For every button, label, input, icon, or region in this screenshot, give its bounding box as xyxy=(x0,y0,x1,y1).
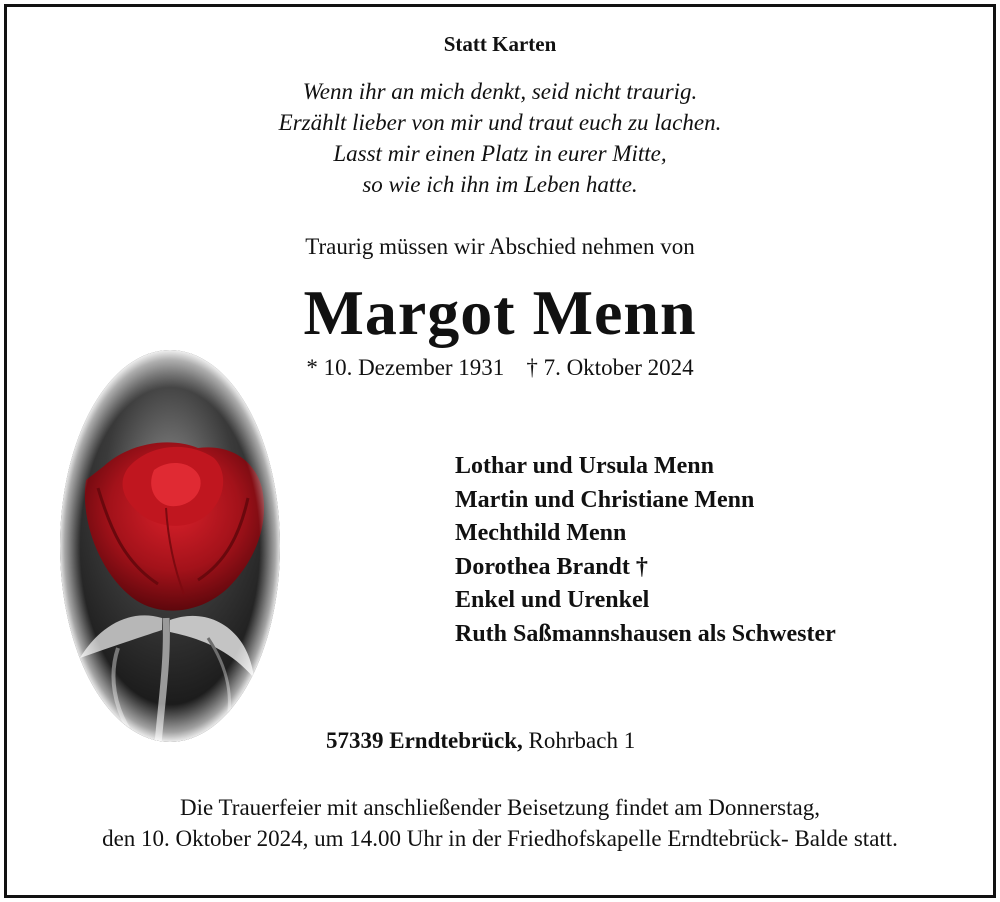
header-statt-karten: Statt Karten xyxy=(443,32,557,56)
deceased-name: Margot Menn xyxy=(303,277,697,348)
poem-line: Wenn ihr an mich denkt, seid nicht traurig. xyxy=(302,79,698,104)
mourners-list xyxy=(455,450,836,651)
address-place: 57339 Erndtebrück, xyxy=(326,728,523,753)
mourner-entry: Lothar und Ursula Menn xyxy=(455,453,714,479)
mourner-entry: Dorothea Brandt † xyxy=(455,553,648,580)
poem xyxy=(0,76,1000,200)
service-line: den 10. Oktober 2024, um 14.00 Uhr in der Friedhofskapelle Erndtebrück- Balde statt. xyxy=(102,826,898,851)
poem-line: so wie ich ihn im Leben hatte. xyxy=(362,172,638,197)
mourner-entry: Martin und Christiane Menn xyxy=(455,486,755,513)
mourner-entry: Mechthild Menn xyxy=(455,520,627,546)
poem-line: Erzählt lieber von mir und traut euch zu lachen. xyxy=(278,110,722,135)
address xyxy=(326,728,635,754)
mourner-entry: Enkel und Urenkel xyxy=(455,587,650,613)
birth-date: * 10. Dezember 1931 xyxy=(306,355,505,380)
intro-text: Traurig müssen wir Abschied nehmen von xyxy=(305,234,695,259)
service-notice xyxy=(0,792,1000,854)
rose-image xyxy=(58,348,282,744)
address-street: Rohrbach 1 xyxy=(528,728,636,753)
poem-line: Lasst mir einen Platz in eurer Mitte, xyxy=(333,141,667,166)
death-date: † 7. Oktober 2024 xyxy=(526,355,694,380)
mourner-entry: Ruth Saßmannshausen als Schwester xyxy=(455,620,836,647)
service-line: Die Trauerfeier mit anschließender Beisetzung findet am Donnerstag, xyxy=(180,795,820,820)
